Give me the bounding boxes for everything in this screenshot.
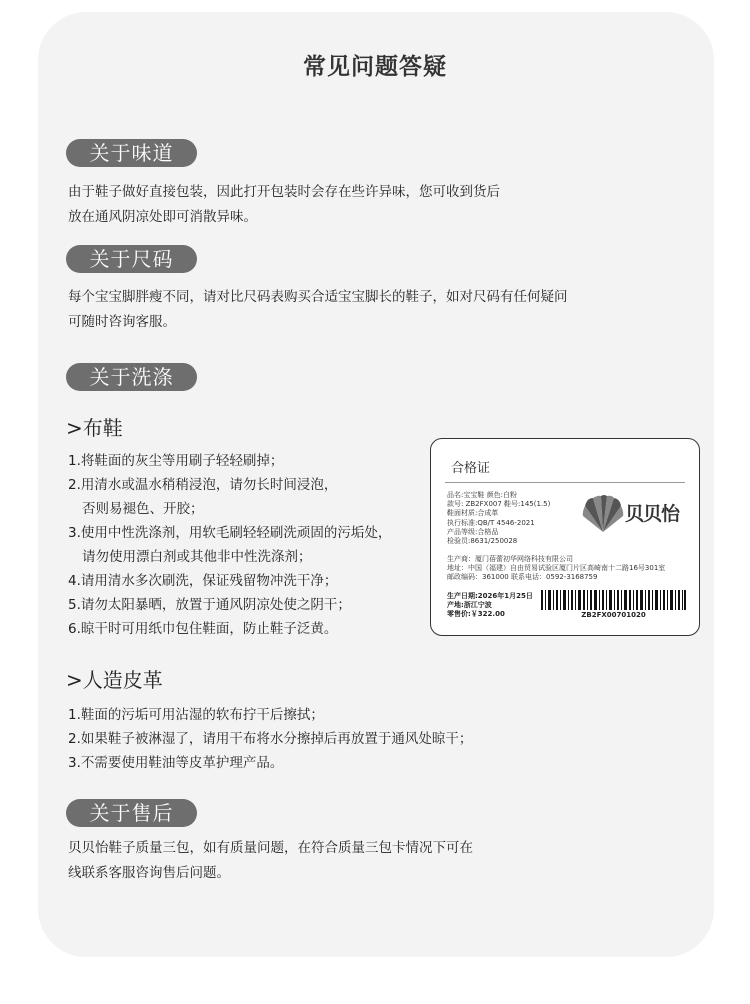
- list-item: 6.晾干时可用纸巾包住鞋面，防止鞋子泛黄。: [68, 621, 338, 637]
- divider: [445, 482, 685, 483]
- certificate-price: 零售价:￥322.00: [447, 610, 505, 619]
- cloth-shoes-list: [68, 449, 391, 641]
- certificate-maker-info: [447, 555, 665, 583]
- section-heading-aftersale: 关于售后: [66, 799, 197, 827]
- certificate-postcode: 邮政编码：361000 联系电话：0592-3168759: [447, 573, 598, 582]
- certificate-grade: 产品等级:合格品: [447, 527, 499, 536]
- certificate-bottom-info: [447, 592, 533, 620]
- smell-line: 由于鞋子做好直接包装，因此打开包装时会存在些许异味，您可收到货后: [68, 184, 500, 200]
- size-line: 可随时咨询客服。: [68, 314, 176, 330]
- size-line: 每个宝宝脚胖瘦不同，请对比尺码表购买合适宝宝脚长的鞋子，如对尺码有任何疑问: [68, 289, 568, 305]
- list-item: 3.使用中性洗涤剂，用软毛刷轻轻刷洗顽固的污垢处，: [68, 525, 392, 541]
- certificate-origin: 产地:浙江宁波: [447, 601, 492, 610]
- barcode-number: ZB2FX00701020: [581, 611, 646, 619]
- cloth-shoes-heading: >布鞋: [66, 416, 123, 440]
- list-item: 1.鞋面的污垢可用沾湿的软布拧干后擦拭；: [68, 707, 324, 723]
- aftersale-line: 贝贝怡鞋子质量三包，如有质量问题，在符合质量三包卡情况下可在: [68, 840, 473, 856]
- smell-line: 放在通风阴凉处即可消散异味。: [68, 209, 257, 225]
- page-title: 常见问题答疑: [303, 54, 447, 80]
- size-text: [68, 285, 568, 335]
- certificate-maker: 生产商：厦门蓓蕾初华网络科技有限公司: [447, 555, 573, 563]
- certificate-model: 款号: ZB2FX007 鞋号:145(1.5): [447, 500, 551, 509]
- certificate-date: 生产日期:2026年1月25日: [447, 592, 533, 600]
- certificate-name: 品名:宝宝鞋 颜色:白粉: [447, 491, 517, 499]
- certificate-material: 鞋面材质:合成革: [447, 509, 499, 518]
- list-item: 2.用清水或温水稍稍浸泡，请勿长时间浸泡，: [68, 477, 338, 493]
- certificate-standard: 执行标准:QB/T 4546-2021: [447, 518, 535, 527]
- list-item: 4.请用清水多次刷洗，保证残留物冲洗干净；: [68, 573, 338, 589]
- certificate-title: 合格证: [451, 461, 491, 476]
- certificate-info: [447, 491, 550, 546]
- section-heading-smell: 关于味道: [66, 139, 197, 167]
- aftersale-text: [68, 836, 473, 886]
- certificate-address: 地址：中国（福建）自由贸易试验区厦门片区高崎南十二路16号301室: [447, 564, 666, 573]
- list-item: 否则易褪色、开胶；: [82, 501, 204, 517]
- section-heading-size: 关于尺码: [66, 245, 197, 273]
- smell-text: [68, 180, 500, 230]
- certificate-card: [430, 438, 700, 636]
- list-item: 2.如果鞋子被淋湿了，请用干布将水分擦掉后再放置于通风处晾干；: [68, 731, 473, 747]
- shell-logo-icon: [581, 494, 625, 538]
- list-item: 5.请勿太阳暴晒，放置于通风阴凉处使之阴干；: [68, 597, 351, 613]
- leather-list: [68, 703, 472, 775]
- list-item: 3.不需要使用鞋油等皮革护理产品。: [68, 755, 284, 771]
- list-item: 1.将鞋面的灰尘等用刷子轻轻刷掉；: [68, 453, 284, 469]
- brand-logo-text: 贝贝怡: [625, 503, 680, 525]
- section-heading-washing: 关于洗涤: [66, 363, 197, 391]
- list-item: 请勿使用漂白剂或其他非中性洗涤剂；: [82, 549, 312, 565]
- certificate-inspector: 检验员:8631/250028: [447, 537, 518, 546]
- leather-heading: >人造皮革: [66, 668, 163, 692]
- aftersale-line: 线联系客服咨询售后问题。: [68, 865, 230, 881]
